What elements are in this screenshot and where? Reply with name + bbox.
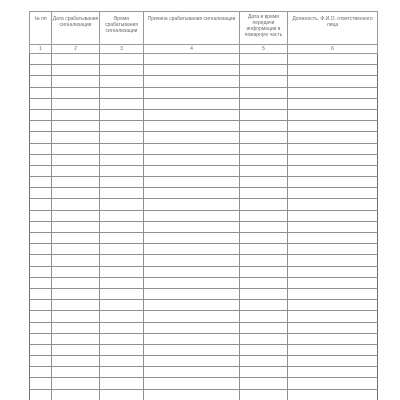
table-row (30, 54, 378, 65)
table-cell (52, 322, 100, 333)
table-cell (144, 76, 240, 87)
table-cell (30, 165, 52, 176)
table-header-row (30, 12, 378, 45)
table-cell (288, 255, 378, 266)
table-cell (30, 109, 52, 120)
table-cell (240, 378, 288, 389)
table-cell (52, 244, 100, 255)
table-row (30, 210, 378, 221)
table-cell (144, 109, 240, 120)
table-cell (100, 244, 144, 255)
table-cell (30, 76, 52, 87)
table-cell (240, 165, 288, 176)
table-cell (100, 322, 144, 333)
table-cell (30, 199, 52, 210)
table-cell (240, 199, 288, 210)
header-alarm-time: Время срабатывания сигнализации (100, 12, 144, 45)
table-cell (144, 210, 240, 221)
table-row (30, 121, 378, 132)
table-cell (100, 154, 144, 165)
table-cell (240, 233, 288, 244)
table-row (30, 132, 378, 143)
table-cell (100, 87, 144, 98)
table-cell (240, 143, 288, 154)
table-cell (30, 344, 52, 355)
table-cell (288, 87, 378, 98)
table-row (30, 98, 378, 109)
table-row (30, 322, 378, 333)
table-cell (52, 65, 100, 76)
table-cell (144, 322, 240, 333)
table-cell (240, 311, 288, 322)
table-cell (240, 87, 288, 98)
table-cell (144, 188, 240, 199)
table-row (30, 87, 378, 98)
table-cell (240, 154, 288, 165)
table-cell (240, 266, 288, 277)
table-row (30, 76, 378, 87)
table-row (30, 389, 378, 400)
table-row (30, 277, 378, 288)
table-cell (30, 98, 52, 109)
table-cell (240, 322, 288, 333)
table-cell (30, 333, 52, 344)
table-cell (52, 199, 100, 210)
table-cell (288, 65, 378, 76)
alarm-log-table (29, 11, 378, 400)
table-cell (240, 244, 288, 255)
table-cell (100, 132, 144, 143)
table-cell (144, 300, 240, 311)
table-cell (288, 378, 378, 389)
table-cell (240, 54, 288, 65)
column-number-2: 2 (52, 45, 100, 54)
table-cell (30, 356, 52, 367)
table-cell (30, 87, 52, 98)
table-cell (288, 76, 378, 87)
table-cell (52, 109, 100, 120)
table-cell (240, 121, 288, 132)
table-cell (30, 244, 52, 255)
table-cell (52, 165, 100, 176)
table-cell (52, 367, 100, 378)
table-cell (100, 199, 144, 210)
table-cell (52, 98, 100, 109)
table-cell (30, 322, 52, 333)
table-row (30, 378, 378, 389)
column-number-3: 3 (100, 45, 144, 54)
table-cell (52, 177, 100, 188)
table-cell (240, 65, 288, 76)
table-cell (30, 255, 52, 266)
table-cell (144, 367, 240, 378)
table-cell (52, 356, 100, 367)
table-cell (240, 389, 288, 400)
table-cell (240, 98, 288, 109)
table-cell (52, 154, 100, 165)
table-cell (100, 255, 144, 266)
table-row (30, 311, 378, 322)
column-number-5: 5 (240, 45, 288, 54)
table-cell (100, 311, 144, 322)
table-cell (100, 288, 144, 299)
table-row (30, 143, 378, 154)
table-cell (288, 154, 378, 165)
header-responsible-person: Должность, Ф.И.О. ответственного лица (288, 12, 378, 45)
table-cell (288, 210, 378, 221)
table-cell (144, 288, 240, 299)
table-cell (144, 132, 240, 143)
table-cell (52, 266, 100, 277)
table-cell (30, 389, 52, 400)
header-transfer-datetime: Дата и время передачи информации в пожарную часть (240, 12, 288, 45)
table-cell (240, 300, 288, 311)
table-cell (100, 356, 144, 367)
table-row (30, 165, 378, 176)
table-cell (52, 255, 100, 266)
header-number: № пп (30, 12, 52, 45)
table-cell (240, 188, 288, 199)
table-cell (100, 210, 144, 221)
table-cell (100, 109, 144, 120)
table-cell (100, 221, 144, 232)
table-cell (288, 389, 378, 400)
table-cell (288, 311, 378, 322)
table-cell (240, 356, 288, 367)
table-cell (288, 333, 378, 344)
table-cell (100, 121, 144, 132)
table-cell (100, 76, 144, 87)
table-cell (52, 221, 100, 232)
table-row (30, 199, 378, 210)
table-cell (30, 54, 52, 65)
column-number-1: 1 (30, 45, 52, 54)
table-cell (240, 132, 288, 143)
table-cell (100, 177, 144, 188)
table-row (30, 367, 378, 378)
table-cell (144, 389, 240, 400)
table-cell (240, 177, 288, 188)
table-cell (30, 367, 52, 378)
table-cell (100, 233, 144, 244)
table-cell (144, 199, 240, 210)
table-cell (144, 277, 240, 288)
table-cell (240, 333, 288, 344)
table-cell (144, 165, 240, 176)
table-cell (144, 244, 240, 255)
table-cell (240, 367, 288, 378)
table-cell (144, 344, 240, 355)
table-cell (100, 300, 144, 311)
table-cell (144, 87, 240, 98)
table-cell (288, 177, 378, 188)
table-cell (240, 344, 288, 355)
table-cell (52, 277, 100, 288)
table-row (30, 244, 378, 255)
table-cell (288, 356, 378, 367)
table-cell (30, 65, 52, 76)
table-row (30, 109, 378, 120)
table-row (30, 177, 378, 188)
table-row (30, 65, 378, 76)
table-cell (288, 199, 378, 210)
column-number-4: 4 (144, 45, 240, 54)
table-cell (144, 121, 240, 132)
table-cell (100, 367, 144, 378)
table-cell (144, 98, 240, 109)
table-cell (288, 109, 378, 120)
table-row (30, 233, 378, 244)
table-cell (144, 311, 240, 322)
table-cell (288, 288, 378, 299)
table-cell (30, 188, 52, 199)
table-cell (30, 121, 52, 132)
table-cell (52, 233, 100, 244)
table-row (30, 266, 378, 277)
table-cell (240, 109, 288, 120)
table-row (30, 300, 378, 311)
table-cell (52, 210, 100, 221)
table-cell (52, 76, 100, 87)
table-cell (144, 143, 240, 154)
table-cell (100, 378, 144, 389)
table-cell (288, 300, 378, 311)
table-row (30, 356, 378, 367)
table-cell (52, 333, 100, 344)
table-cell (288, 98, 378, 109)
table-cell (288, 132, 378, 143)
table-cell (288, 367, 378, 378)
header-alarm-date: Дата срабатывания сигнализации (52, 12, 100, 45)
table-cell (30, 143, 52, 154)
table-body (30, 54, 378, 400)
table-cell (240, 277, 288, 288)
table-cell (100, 54, 144, 65)
table-cell (144, 233, 240, 244)
table-cell (144, 266, 240, 277)
table-row (30, 288, 378, 299)
table-cell (52, 288, 100, 299)
table-cell (144, 378, 240, 389)
table-cell (30, 210, 52, 221)
table-cell (288, 344, 378, 355)
table-cell (100, 266, 144, 277)
table-row (30, 333, 378, 344)
table-cell (288, 266, 378, 277)
table-cell (30, 378, 52, 389)
table-cell (30, 154, 52, 165)
table-cell (30, 300, 52, 311)
table-cell (144, 255, 240, 266)
table-cell (100, 143, 144, 154)
table-cell (52, 378, 100, 389)
table-cell (30, 266, 52, 277)
table-cell (240, 76, 288, 87)
table-cell (52, 132, 100, 143)
table-cell (30, 277, 52, 288)
table-row (30, 255, 378, 266)
table-cell (52, 389, 100, 400)
table-cell (144, 54, 240, 65)
table-cell (100, 344, 144, 355)
table-cell (288, 54, 378, 65)
table-cell (100, 98, 144, 109)
table-cell (288, 121, 378, 132)
table-cell (144, 356, 240, 367)
header-alarm-cause: Причина срабатывания сигнализации (144, 12, 240, 45)
table-cell (30, 132, 52, 143)
table-row (30, 221, 378, 232)
column-number-6: 6 (288, 45, 378, 54)
table-cell (52, 344, 100, 355)
table-cell (240, 255, 288, 266)
table-cell (100, 277, 144, 288)
table-cell (52, 300, 100, 311)
table-row (30, 344, 378, 355)
table-cell (288, 143, 378, 154)
table-cell (100, 333, 144, 344)
table-cell (144, 65, 240, 76)
table-cell (240, 221, 288, 232)
table-cell (30, 221, 52, 232)
table-cell (52, 87, 100, 98)
table-cell (30, 177, 52, 188)
table-cell (52, 143, 100, 154)
table-cell (100, 188, 144, 199)
table-cell (288, 221, 378, 232)
table-cell (144, 177, 240, 188)
table-cell (30, 288, 52, 299)
table-cell (52, 188, 100, 199)
table-cell (144, 333, 240, 344)
table-cell (52, 311, 100, 322)
table-cell (100, 65, 144, 76)
table-cell (52, 121, 100, 132)
table-cell (288, 322, 378, 333)
table-cell (30, 311, 52, 322)
table-row (30, 188, 378, 199)
table-cell (100, 389, 144, 400)
table-cell (240, 288, 288, 299)
table-cell (144, 221, 240, 232)
table-cell (288, 188, 378, 199)
table-cell (30, 233, 52, 244)
table-row (30, 154, 378, 165)
table-cell (288, 244, 378, 255)
table-cell (100, 165, 144, 176)
table-cell (240, 210, 288, 221)
table-cell (52, 54, 100, 65)
column-number-row (30, 45, 378, 54)
table-cell (144, 154, 240, 165)
table-cell (288, 277, 378, 288)
table-cell (288, 165, 378, 176)
table-cell (288, 233, 378, 244)
